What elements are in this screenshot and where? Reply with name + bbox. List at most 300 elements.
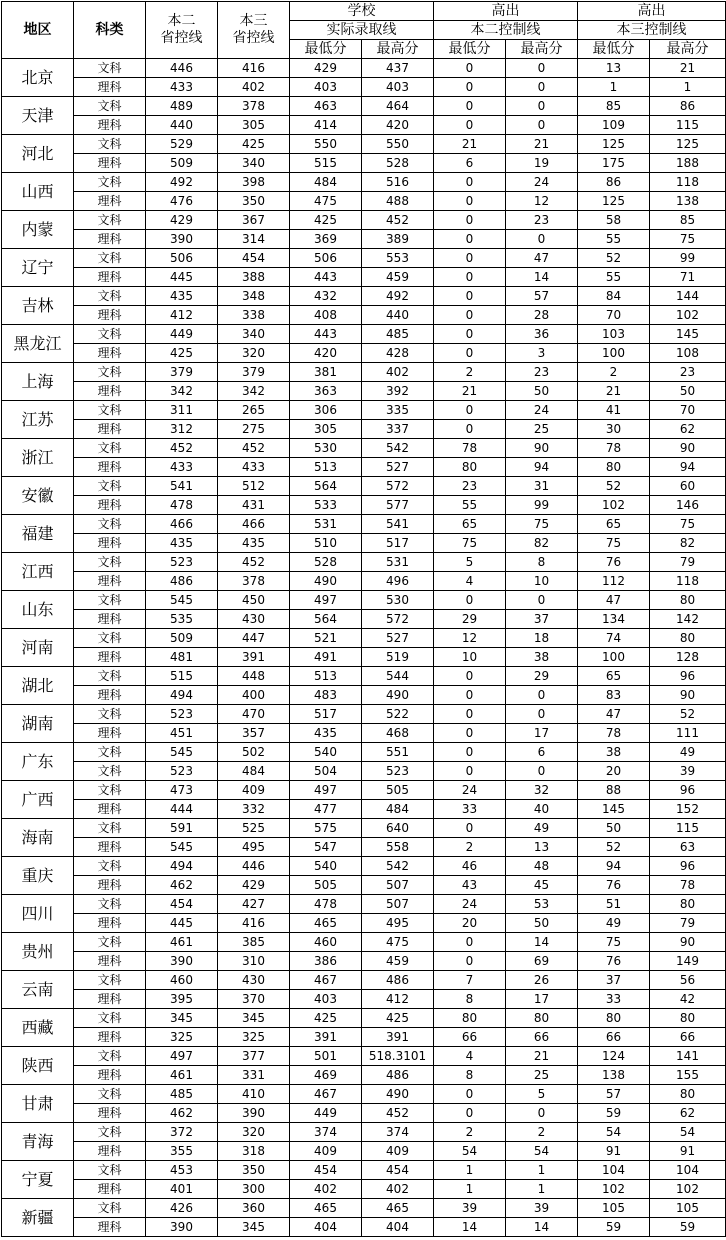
above-ben3-min-cell: 84 (578, 287, 650, 306)
school-min-cell: 484 (290, 173, 362, 192)
above-ben3-max-cell: 50 (650, 382, 726, 401)
school-min-cell: 564 (290, 610, 362, 629)
school-max-cell: 558 (362, 838, 434, 857)
school-max-cell: 550 (362, 135, 434, 154)
above-ben2-max-cell: 37 (506, 610, 578, 629)
above-ben2-max-cell: 18 (506, 629, 578, 648)
above-ben2-min-cell: 2 (434, 363, 506, 382)
ben2-line-cell: 355 (146, 1142, 218, 1161)
school-max-cell: 505 (362, 781, 434, 800)
above-ben2-min-cell: 0 (434, 287, 506, 306)
above-ben2-min-cell: 0 (434, 591, 506, 610)
above-ben3-max-cell: 80 (650, 895, 726, 914)
above-ben2-min-cell: 0 (434, 743, 506, 762)
above-ben3-min-cell: 145 (578, 800, 650, 819)
category-cell: 理科 (74, 306, 146, 325)
above-ben2-min-cell: 6 (434, 154, 506, 173)
ben2-line-cell: 449 (146, 325, 218, 344)
category-cell: 理科 (74, 230, 146, 249)
above-ben3-min-cell: 57 (578, 1085, 650, 1104)
school-min-cell: 386 (290, 952, 362, 971)
header-ben2-control-line: 本二 省控线 (146, 2, 218, 59)
above-ben3-min-cell: 175 (578, 154, 650, 173)
above-ben2-max-cell: 17 (506, 724, 578, 743)
ben3-line-cell: 525 (218, 819, 290, 838)
school-max-cell: 518.3101 (362, 1047, 434, 1066)
ben3-line-cell: 348 (218, 287, 290, 306)
ben3-line-cell: 332 (218, 800, 290, 819)
school-max-cell: 437 (362, 59, 434, 78)
table-row (2, 1066, 726, 1085)
school-max-cell: 335 (362, 401, 434, 420)
region-cell: 河南 (2, 629, 74, 667)
ben2-line-cell: 541 (146, 477, 218, 496)
school-min-cell: 449 (290, 1104, 362, 1123)
school-max-cell: 490 (362, 1085, 434, 1104)
school-max-cell: 440 (362, 306, 434, 325)
school-max-cell: 485 (362, 325, 434, 344)
school-min-cell: 504 (290, 762, 362, 781)
ben2-line-cell: 509 (146, 629, 218, 648)
school-max-cell: 577 (362, 496, 434, 515)
ben2-line-cell: 426 (146, 1199, 218, 1218)
table-row (2, 439, 726, 458)
ben3-line-cell: 385 (218, 933, 290, 952)
ben3-line-cell: 502 (218, 743, 290, 762)
ben3-line-cell: 398 (218, 173, 290, 192)
table-row (2, 173, 726, 192)
school-max-cell: 542 (362, 857, 434, 876)
above-ben3-min-cell: 30 (578, 420, 650, 439)
school-max-cell: 572 (362, 610, 434, 629)
category-cell: 文科 (74, 705, 146, 724)
school-max-cell: 522 (362, 705, 434, 724)
above-ben2-min-cell: 0 (434, 420, 506, 439)
above-ben2-max-cell: 40 (506, 800, 578, 819)
table-row (2, 1085, 726, 1104)
table-row (2, 59, 726, 78)
school-min-cell: 429 (290, 59, 362, 78)
school-max-cell: 389 (362, 230, 434, 249)
school-min-cell: 530 (290, 439, 362, 458)
school-min-cell: 465 (290, 1199, 362, 1218)
category-cell: 文科 (74, 325, 146, 344)
category-cell: 理科 (74, 78, 146, 97)
school-max-cell: 496 (362, 572, 434, 591)
above-ben3-max-cell: 90 (650, 933, 726, 952)
above-ben3-min-cell: 52 (578, 477, 650, 496)
above-ben3-max-cell: 75 (650, 230, 726, 249)
above-ben3-max-cell: 90 (650, 439, 726, 458)
category-cell: 理科 (74, 800, 146, 819)
above-ben2-max-cell: 0 (506, 230, 578, 249)
school-max-cell: 459 (362, 268, 434, 287)
school-max-cell: 464 (362, 97, 434, 116)
region-cell: 北京 (2, 59, 74, 97)
table-row (2, 230, 726, 249)
ben2-line-cell: 462 (146, 876, 218, 895)
header-ben2-max: 最高分 (506, 40, 578, 59)
school-max-cell: 492 (362, 287, 434, 306)
school-min-cell: 506 (290, 249, 362, 268)
ben2-line-cell: 445 (146, 914, 218, 933)
above-ben2-max-cell: 48 (506, 857, 578, 876)
ben2-line-cell: 506 (146, 249, 218, 268)
header-ben2-min: 最低分 (434, 40, 506, 59)
region-cell: 河北 (2, 135, 74, 173)
above-ben2-min-cell: 66 (434, 1028, 506, 1047)
header-ben3-min: 最低分 (578, 40, 650, 59)
above-ben3-min-cell: 78 (578, 724, 650, 743)
ben2-line-cell: 401 (146, 1180, 218, 1199)
school-min-cell: 501 (290, 1047, 362, 1066)
school-min-cell: 435 (290, 724, 362, 743)
table-row (2, 971, 726, 990)
ben3-line-cell: 338 (218, 306, 290, 325)
above-ben3-min-cell: 134 (578, 610, 650, 629)
above-ben3-min-cell: 103 (578, 325, 650, 344)
above-ben3-max-cell: 42 (650, 990, 726, 1009)
region-cell: 安徽 (2, 477, 74, 515)
category-cell: 理科 (74, 1180, 146, 1199)
above-ben2-max-cell: 57 (506, 287, 578, 306)
above-ben3-max-cell: 149 (650, 952, 726, 971)
above-ben2-min-cell: 7 (434, 971, 506, 990)
region-cell: 甘肃 (2, 1085, 74, 1123)
ben2-line-cell: 372 (146, 1123, 218, 1142)
above-ben2-min-cell: 24 (434, 895, 506, 914)
ben2-line-cell: 497 (146, 1047, 218, 1066)
ben3-line-cell: 450 (218, 591, 290, 610)
region-cell: 广西 (2, 781, 74, 819)
ben3-line-cell: 454 (218, 249, 290, 268)
school-max-cell: 452 (362, 1104, 434, 1123)
table-row (2, 211, 726, 230)
table-row (2, 1028, 726, 1047)
region-cell: 山西 (2, 173, 74, 211)
above-ben2-max-cell: 21 (506, 1047, 578, 1066)
above-ben2-min-cell: 80 (434, 1009, 506, 1028)
school-min-cell: 403 (290, 78, 362, 97)
region-cell: 宁夏 (2, 1161, 74, 1199)
school-min-cell: 564 (290, 477, 362, 496)
header-school: 学校 (290, 2, 434, 21)
above-ben2-max-cell: 1 (506, 1180, 578, 1199)
category-cell: 理科 (74, 914, 146, 933)
category-cell: 文科 (74, 363, 146, 382)
above-ben3-max-cell: 108 (650, 344, 726, 363)
school-min-cell: 404 (290, 1218, 362, 1237)
above-ben2-min-cell: 55 (434, 496, 506, 515)
school-min-cell: 403 (290, 990, 362, 1009)
table-row (2, 78, 726, 97)
category-cell: 理科 (74, 1142, 146, 1161)
ben2-line-cell: 433 (146, 78, 218, 97)
above-ben2-min-cell: 14 (434, 1218, 506, 1237)
ben3-line-cell: 484 (218, 762, 290, 781)
ben2-line-cell: 523 (146, 705, 218, 724)
above-ben2-max-cell: 1 (506, 1161, 578, 1180)
school-max-cell: 542 (362, 439, 434, 458)
school-min-cell: 414 (290, 116, 362, 135)
above-ben2-max-cell: 24 (506, 401, 578, 420)
above-ben3-max-cell: 91 (650, 1142, 726, 1161)
header-region: 地区 (2, 2, 74, 59)
above-ben3-min-cell: 76 (578, 952, 650, 971)
header-ben3-control: 本三控制线 (578, 21, 726, 40)
school-min-cell: 391 (290, 1028, 362, 1047)
above-ben3-max-cell: 118 (650, 173, 726, 192)
school-min-cell: 467 (290, 971, 362, 990)
school-min-cell: 547 (290, 838, 362, 857)
category-cell: 文科 (74, 857, 146, 876)
category-cell: 理科 (74, 116, 146, 135)
above-ben3-max-cell: 54 (650, 1123, 726, 1142)
ben2-line-cell: 473 (146, 781, 218, 800)
above-ben3-max-cell: 125 (650, 135, 726, 154)
ben2-line-cell: 435 (146, 534, 218, 553)
category-cell: 理科 (74, 154, 146, 173)
above-ben3-min-cell: 52 (578, 249, 650, 268)
ben2-line-cell: 435 (146, 287, 218, 306)
category-cell: 理科 (74, 192, 146, 211)
table-row (2, 990, 726, 1009)
ben2-line-cell: 440 (146, 116, 218, 135)
ben2-line-cell: 379 (146, 363, 218, 382)
ben3-line-cell: 416 (218, 914, 290, 933)
category-cell: 文科 (74, 477, 146, 496)
above-ben2-min-cell: 39 (434, 1199, 506, 1218)
above-ben2-min-cell: 0 (434, 344, 506, 363)
ben3-line-cell: 331 (218, 1066, 290, 1085)
above-ben3-max-cell: 146 (650, 496, 726, 515)
above-ben3-min-cell: 33 (578, 990, 650, 1009)
above-ben3-max-cell: 115 (650, 116, 726, 135)
ben3-line-cell: 446 (218, 857, 290, 876)
above-ben3-max-cell: 86 (650, 97, 726, 116)
category-cell: 理科 (74, 1104, 146, 1123)
above-ben3-max-cell: 78 (650, 876, 726, 895)
category-cell: 理科 (74, 724, 146, 743)
header-ben2-control: 本二控制线 (434, 21, 578, 40)
above-ben2-min-cell: 0 (434, 211, 506, 230)
region-cell: 内蒙 (2, 211, 74, 249)
above-ben2-max-cell: 12 (506, 192, 578, 211)
above-ben2-min-cell: 75 (434, 534, 506, 553)
school-max-cell: 490 (362, 686, 434, 705)
above-ben2-min-cell: 0 (434, 686, 506, 705)
school-min-cell: 306 (290, 401, 362, 420)
above-ben3-min-cell: 86 (578, 173, 650, 192)
above-ben3-max-cell: 99 (650, 249, 726, 268)
above-ben2-max-cell: 25 (506, 1066, 578, 1085)
header-ben3-control-line: 本三 省控线 (218, 2, 290, 59)
header-actual-admission-line: 实际录取线 (290, 21, 434, 40)
school-min-cell: 483 (290, 686, 362, 705)
school-min-cell: 443 (290, 268, 362, 287)
school-max-cell: 523 (362, 762, 434, 781)
above-ben2-min-cell: 0 (434, 59, 506, 78)
above-ben3-min-cell: 85 (578, 97, 650, 116)
above-ben3-min-cell: 124 (578, 1047, 650, 1066)
table-row (2, 477, 726, 496)
above-ben3-min-cell: 47 (578, 591, 650, 610)
above-ben3-min-cell: 94 (578, 857, 650, 876)
school-max-cell: 507 (362, 895, 434, 914)
ben2-line-cell: 481 (146, 648, 218, 667)
ben3-line-cell: 433 (218, 458, 290, 477)
above-ben3-max-cell: 56 (650, 971, 726, 990)
above-ben2-min-cell: 0 (434, 667, 506, 686)
ben2-line-cell: 494 (146, 857, 218, 876)
ben2-line-cell: 509 (146, 154, 218, 173)
above-ben2-max-cell: 10 (506, 572, 578, 591)
school-min-cell: 517 (290, 705, 362, 724)
school-min-cell: 575 (290, 819, 362, 838)
above-ben3-min-cell: 100 (578, 344, 650, 363)
ben2-line-cell: 460 (146, 971, 218, 990)
school-max-cell: 551 (362, 743, 434, 762)
above-ben3-min-cell: 59 (578, 1218, 650, 1237)
table-row (2, 1047, 726, 1066)
school-max-cell: 527 (362, 458, 434, 477)
table-row (2, 648, 726, 667)
school-min-cell: 469 (290, 1066, 362, 1085)
above-ben2-max-cell: 39 (506, 1199, 578, 1218)
category-cell: 文科 (74, 135, 146, 154)
above-ben3-max-cell: 71 (650, 268, 726, 287)
school-min-cell: 497 (290, 781, 362, 800)
above-ben2-min-cell: 33 (434, 800, 506, 819)
above-ben3-min-cell: 104 (578, 1161, 650, 1180)
above-ben3-min-cell: 125 (578, 192, 650, 211)
ben3-line-cell: 410 (218, 1085, 290, 1104)
ben2-line-cell: 452 (146, 439, 218, 458)
above-ben2-min-cell: 21 (434, 382, 506, 401)
above-ben3-min-cell: 70 (578, 306, 650, 325)
ben3-line-cell: 310 (218, 952, 290, 971)
table-row (2, 192, 726, 211)
above-ben3-max-cell: 144 (650, 287, 726, 306)
school-min-cell: 409 (290, 1142, 362, 1161)
table-row (2, 268, 726, 287)
above-ben3-min-cell: 80 (578, 458, 650, 477)
ben2-line-cell: 451 (146, 724, 218, 743)
school-min-cell: 490 (290, 572, 362, 591)
above-ben2-max-cell: 90 (506, 439, 578, 458)
school-min-cell: 432 (290, 287, 362, 306)
category-cell: 理科 (74, 838, 146, 857)
table-row (2, 743, 726, 762)
ben3-line-cell: 400 (218, 686, 290, 705)
school-max-cell: 391 (362, 1028, 434, 1047)
category-cell: 理科 (74, 268, 146, 287)
table-row (2, 97, 726, 116)
ben3-line-cell: 370 (218, 990, 290, 1009)
above-ben3-max-cell: 59 (650, 1218, 726, 1237)
above-ben3-max-cell: 90 (650, 686, 726, 705)
ben2-line-cell: 545 (146, 838, 218, 857)
above-ben3-max-cell: 105 (650, 1199, 726, 1218)
school-min-cell: 460 (290, 933, 362, 952)
table-row (2, 1123, 726, 1142)
ben2-line-cell: 311 (146, 401, 218, 420)
above-ben3-max-cell: 128 (650, 648, 726, 667)
ben3-line-cell: 425 (218, 135, 290, 154)
ben3-line-cell: 402 (218, 78, 290, 97)
category-cell: 文科 (74, 439, 146, 458)
category-cell: 文科 (74, 1047, 146, 1066)
ben3-line-cell: 377 (218, 1047, 290, 1066)
above-ben2-max-cell: 0 (506, 591, 578, 610)
table-row (2, 762, 726, 781)
category-cell: 文科 (74, 97, 146, 116)
school-min-cell: 513 (290, 667, 362, 686)
school-min-cell: 443 (290, 325, 362, 344)
above-ben2-max-cell: 38 (506, 648, 578, 667)
above-ben2-max-cell: 49 (506, 819, 578, 838)
above-ben3-min-cell: 50 (578, 819, 650, 838)
ben3-line-cell: 378 (218, 97, 290, 116)
table-row (2, 933, 726, 952)
ben2-line-cell: 494 (146, 686, 218, 705)
school-min-cell: 402 (290, 1180, 362, 1199)
admission-score-table (1, 1, 726, 1237)
ben3-line-cell: 367 (218, 211, 290, 230)
above-ben3-max-cell: 96 (650, 781, 726, 800)
above-ben3-max-cell: 111 (650, 724, 726, 743)
above-ben2-min-cell: 1 (434, 1180, 506, 1199)
above-ben2-min-cell: 0 (434, 268, 506, 287)
above-ben3-max-cell: 82 (650, 534, 726, 553)
above-ben2-max-cell: 94 (506, 458, 578, 477)
above-ben3-max-cell: 141 (650, 1047, 726, 1066)
school-max-cell: 517 (362, 534, 434, 553)
school-max-cell: 425 (362, 1009, 434, 1028)
above-ben2-min-cell: 23 (434, 477, 506, 496)
ben3-line-cell: 430 (218, 610, 290, 629)
table-row (2, 401, 726, 420)
region-cell: 上海 (2, 363, 74, 401)
table-row (2, 344, 726, 363)
above-ben3-max-cell: 152 (650, 800, 726, 819)
ben3-line-cell: 452 (218, 553, 290, 572)
category-cell: 文科 (74, 933, 146, 952)
ben2-line-cell: 325 (146, 1028, 218, 1047)
above-ben3-max-cell: 66 (650, 1028, 726, 1047)
ben3-line-cell: 409 (218, 781, 290, 800)
school-min-cell: 465 (290, 914, 362, 933)
school-max-cell: 507 (362, 876, 434, 895)
school-max-cell: 519 (362, 648, 434, 667)
above-ben2-min-cell: 8 (434, 1066, 506, 1085)
region-cell: 四川 (2, 895, 74, 933)
table-row (2, 306, 726, 325)
above-ben3-max-cell: 49 (650, 743, 726, 762)
region-cell: 新疆 (2, 1199, 74, 1237)
school-min-cell: 550 (290, 135, 362, 154)
above-ben2-max-cell: 6 (506, 743, 578, 762)
above-ben3-max-cell: 60 (650, 477, 726, 496)
ben2-line-cell: 395 (146, 990, 218, 1009)
school-min-cell: 454 (290, 1161, 362, 1180)
school-max-cell: 402 (362, 1180, 434, 1199)
table-header (2, 2, 726, 59)
table-row (2, 914, 726, 933)
region-cell: 山东 (2, 591, 74, 629)
table-row (2, 800, 726, 819)
table-row (2, 1199, 726, 1218)
